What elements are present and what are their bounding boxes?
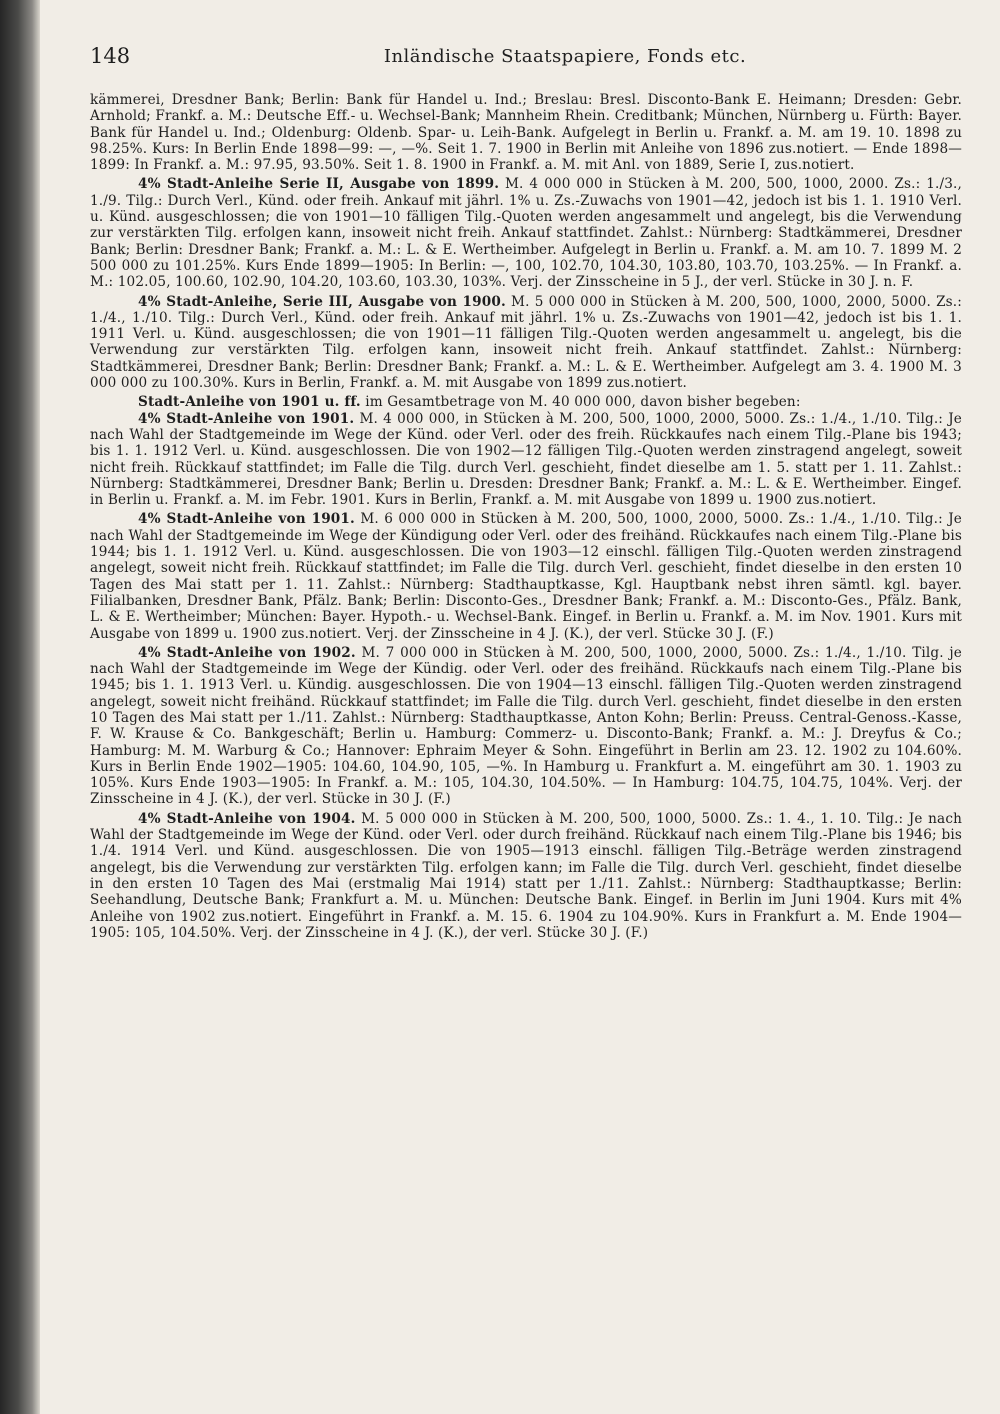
paragraph-text: M. 4 000 000, in Stücken à M. 200, 500, 1000, 2000, 5000. Zs.: 1./4., 1./10. Tilg.: Je nach Wahl der Stadtgemeinde im Wege der Künd. oder Verl. oder des freih. Rückkaufes nach einem Tilg.-Plane bis 1943; bis 1. 1. 1912 Verl. u. Künd. ausgeschlossen. Die von 1902—12 fälligen Tilg.-Quoten werden zinstragend angelegt, soweit nicht freih. Rückkauf stattfindet; im Falle die Tilg. durch Verl. geschieht, findet dieselbe am 1. 5. statt per 1. 11. Zahlst.: Nürnberg: Stadtkämmerei, Dresdner Bank; Berlin u. Dresden: Dresdner Bank; Frankf. a. M.: L. & E. Wertheimber. Eingef. in Berlin u. Frankf. a. M. im Febr. 1901. Kurs in Berlin, Frankf. a. M. mit Ausgabe von 1899 u. 1900 zus.notiert. [90, 410, 962, 509]
paragraph-text: M. 6 000 000 in Stücken à M. 200, 500, 1000, 2000, 5000. Zs.: 1./4., 1./10. Tilg.: Je nach Wahl der Stadtgemeinde im Wege der Kündigung oder Verl. oder des freihänd. Rückkaufes nach einem Tilg.-Plane bis 1944; bis 1. 1. 1912 Verl. u. Künd. ausgeschlossen. Die von 1903—12 einschl. fälligen Tilg.-Quoten werden zinstragend angelegt, soweit nicht freih. Rückkauf stattfindet; im Falle die Tilg. durch Verl. geschieht, findet dieselbe in den ersten 10 Tagen des Mai statt per 1. 11. Zahlst.: Nürnberg: Stadthauptkasse, Kgl. Hauptbank nebst ihren sämtl. kgl. bayer. Filialbanken, Dresdner Bank, Pfälz. Bank; Berlin: Disconto-Ges., Dresdner Bank; Frankf. a. M.: Disconto-Ges., Pfälz. Bank, L. & E. Wertheimber; München: Bayer. Hypoth.- u. Wechsel-Bank. Eingef. in Berlin u. Frankf. a. M. im Nov. 1901. Kurs mit Ausgabe von 1899 u. 1900 zus.notiert. Verj. der Zinsscheine in 4 J. (K.), der verl. Stücke 30 J. (F.) [90, 511, 962, 642]
paragraph [90, 411, 962, 509]
paragraph [90, 811, 962, 941]
paragraph-heading: 4% Stadt-Anleihe von 1904. [138, 810, 356, 827]
paragraph-text: M. 5 000 000 in Stücken à M. 200, 500, 1000, 5000. Zs.: 1. 4., 1. 10. Tilg.: Je nach Wahl der Stadtgemeinde im Wege der Künd. oder Verl. oder durch freihänd. Rückkauf nach einem Tilg.-Plane bis 1946; bis 1./4. 1914 Verl. und Künd. ausgeschlossen. Die von 1905—1913 einschl. fälligen Tilg.-Beträge werden zinstragend angelegt, bis die Verwendung zur verstärkten Tilg. erfolgen kann; im Falle die Tilg. durch Verl. geschieht, findet dieselbe in den ersten 10 Tagen des Mai (erstmalig Mai 1914) statt per 1./11. Zahlst.: Nürnberg: Stadthauptkasse; Berlin: Seehandlung, Deutsche Bank; Frankfurt a. M. u. München: Deutsche Bank. Eingef. in Berlin im Juni 1904. Kurs mit 4% Anleihe von 1902 zus.notiert. Eingeführt in Frankf. a. M. 15. 6. 1904 zu 104.90%. Kurs in Frankfurt a. M. Ende 1904—1905: 105, 104.50%. Verj. der Zinsscheine in 4 J. (K.), der verl. Stücke 30 J. (F.) [90, 810, 962, 941]
paragraph-text: im Gesamtbetrage von M. 40 000 000, davon bisher begeben: [365, 394, 801, 411]
body-text [90, 92, 962, 941]
running-title: Inländische Staatspapiere, Fonds etc. [383, 46, 747, 67]
paragraph-heading: 4% Stadt-Anleihe von 1901. [138, 511, 355, 528]
paragraph-text: M. 5 000 000 in Stücken à M. 200, 500, 1000, 2000, 5000. Zs.: 1./4., 1./10. Tilg.: Durch Verl., Künd. oder freih. Ankauf mit jährl. 1% u. Zs.-Zuwachs von 1901—42, jedoch ist bis 1. 1. 1911 Verl. u. Künd. ausgeschlossen; die von 1901—11 fälligen Tilg.-Quoten werden angesammelt u. angelegt, bis die Verwendung zur verstärkten Tilg. erfolgen kann, insoweit nicht freih. Ankauf stattfindet. Zahlst.: Nürnberg: Stadtkämmerei, Dresdner Bank; Berlin: Dresdner Bank; Frankf. a. M.: L. & E. Wertheimber. Aufgelegt am 3. 4. 1900 M. 3 000 000 zu 100.30%. Kurs in Berlin, Frankf. a. M. mit Ausgabe von 1899 zus.notiert. [90, 293, 962, 392]
paragraph-text: M. 4 000 000 in Stücken à M. 200, 500, 1000, 2000. Zs.: 1./3., 1./9. Tilg.: Durch Verl., Künd. oder freih. Ankauf mit jährl. 1% u. Zs.-Zuwachs von 1901—42, jedoch ist bis 1. 1. 1910 Verl. u. Künd. ausgeschlossen; die von 1901—10 fälligen Tilg.-Quoten werden angesammelt und angelegt, bis die Verwendung zur verstärkten Tilg. erfolgen kann, insoweit nicht freih. Ankauf stattfindet. Zahlst.: Nürnberg: Stadtkämmerei, Dresdner Bank; Berlin: Dresdner Bank; Frankf. a. M.: L. & E. Wertheimber. Aufgelegt in Berlin u. Frankf. a. M. am 10. 7. 1899 M. 2 500 000 zu 101.25%. Kurs Ende 1899—1905: In Berlin: —, 100, 102.70, 104.30, 103.80, 103.70, 103.25%. — In Frankf. a. M.: 102.05, 100.60, 102.90, 104.20, 103.60, 103.30, 103%. Verj. der Zinsscheine in 5 J., der verl. Stücke in 30 J. n. F. [90, 176, 962, 291]
page-header [90, 44, 960, 74]
paragraph [90, 92, 962, 173]
book-binding-shadow [0, 0, 40, 1414]
paragraph-heading: 4% Stadt-Anleihe Serie II, Ausgabe von 1899. [138, 176, 500, 193]
paragraph-heading: Stadt-Anleihe von 1901 u. ff. [138, 394, 361, 411]
paragraph-heading: 4% Stadt-Anleihe von 1902. [138, 644, 356, 661]
page-number: 148 [90, 44, 131, 68]
paragraph [90, 176, 962, 290]
paragraph [90, 645, 962, 808]
paragraph-text: kämmerei, Dresdner Bank; Berlin: Bank für Handel u. Ind.; Breslau: Bresl. Disconto-Bank E. Heimann; Dresden: Gebr. Arnhold; Frankf. a. M.: Deutsche Eff.- u. Wechsel-Bank; Mannheim Rhein. Creditbank; München, Nürnberg u. Fürth: Bayer. Bank für Handel u. Ind.; Oldenburg: Oldenb. Spar- u. Leih-Bank. Aufgelegt in Berlin u. Frankf. a. M. am 19. 10. 1898 zu 98.25%. Kurs: In Berlin Ende 1898—99: —, —%. Seit 1. 7. 1900 in Berlin mit Anleihe von 1896 zus.notiert. — Ende 1898—1899: In Frankf. a. M.: 97.95, 93.50%. Seit 1. 8. 1900 in Frankf. a. M. mit Anl. von 1889, Serie I, zus.notiert. [90, 92, 962, 174]
paragraph [90, 294, 962, 392]
paragraph [90, 394, 962, 410]
paragraph-heading: 4% Stadt-Anleihe von 1901. [138, 410, 355, 427]
paragraph-text: M. 7 000 000 in Stücken à M. 200, 500, 1000, 2000, 5000. Zs.: 1./4., 1./10. Tilg. je nach Wahl der Stadtgemeinde im Wege der Kündig. oder Verl. oder des freihänd. Rückkaufs nach einem Tilg.-Plane bis 1945; bis 1. 1. 1913 Verl. u. Kündig. ausgeschlossen. Die von 1904—13 einschl. fälligen Tilg.-Quoten werden zinstragend angelegt, soweit nicht freihänd. Rückkauf stattfindet; im Falle die Tilg. durch Verl. geschieht, findet dieselbe in den ersten 10 Tagen des Mai statt per 1./11. Zahlst.: Nürnberg: Stadthauptkasse, Anton Kohn; Berlin: Preuss. Central-Genoss.-Kasse, F. W. Krause & Co. Bankgeschäft; Berlin u. Hamburg: Commerz- u. Disconto-Bank; Frankf. a. M.: J. Dreyfus & Co.; Hamburg: M. M. Warburg & Co.; Hannover: Ephraim Meyer & Sohn. Eingeführt in Berlin am 23. 12. 1902 zu 104.60%. Kurs in Berlin Ende 1902—1905: 104.60, 104.90, 105, —%. In Hamburg u. Frankfurt a. M. eingeführt am 30. 1. 1903 zu 105%. Kurs Ende 1903—1905: In Frankf. a. M.: 105, 104.30, 104.50%. — In Hamburg: 104.75, 104.75, 104%. Verj. der Zinsscheine in 4 J. (K.), der verl. Stücke in 30 J. (F.) [90, 644, 962, 808]
paragraph [90, 511, 962, 641]
paragraph-heading: 4% Stadt-Anleihe, Serie III, Ausgabe von 1900. [138, 293, 506, 310]
